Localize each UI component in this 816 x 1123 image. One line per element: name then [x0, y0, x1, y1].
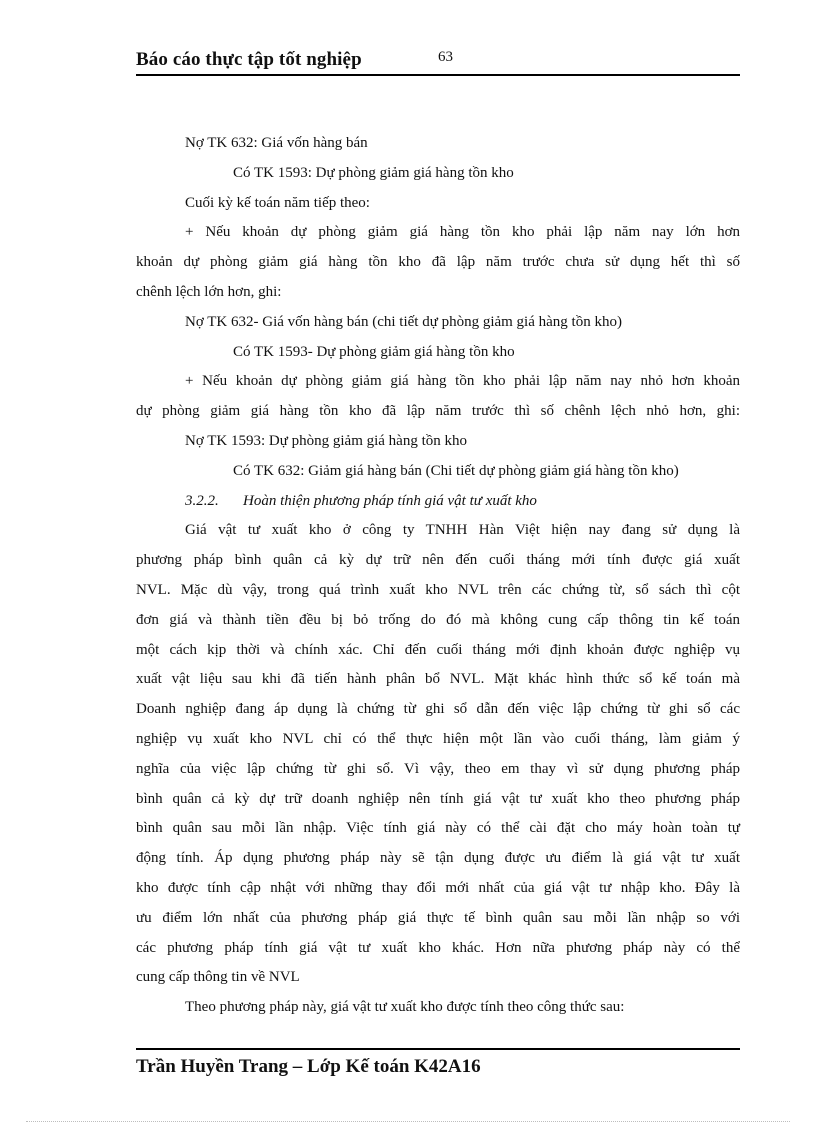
section-heading [136, 487, 740, 517]
header-title: Báo cáo thực tập tốt nghiệp [136, 49, 362, 70]
text-line: + Nếu khoản dự phòng giảm giá hàng tồn kho phải lập năm nay nhỏ hơn khoản [185, 373, 740, 390]
paragraph-line: Theo phương pháp này, giá vật tư xuất kho được tính theo công thức sau: [185, 999, 625, 1016]
page-footer [136, 1048, 740, 1078]
text-line: + Nếu khoản dự phòng giảm giá hàng tồn kho phải lập năm nay lớn hơn [185, 224, 740, 241]
paragraph-line: xuất vật liệu sau khi đã tiến hành phân bổ NVL. Mặt khác hình thức sổ kế toán mà [136, 671, 740, 688]
paragraph-line: Doanh nghiệp đang áp dụng là chứng từ ghi sổ dẫn đến việc lập chứng từ ghi sổ các [136, 701, 740, 718]
section-heading-number: 3.2.2. [185, 492, 219, 509]
paragraph-line: bình quân cả kỳ dự trữ doanh nghiệp nên tính giá vật tư xuất kho theo phương pháp [136, 790, 740, 807]
paragraph-line: nghĩa của việc lập chứng từ ghi sổ. Vì vậy, theo em thay vì sử dụng phương pháp [136, 760, 740, 777]
journal-entry-credit-line: Có TK 1593- Dự phòng giảm giá hàng tồn kho [233, 343, 515, 360]
paragraph-line: Giá vật tư xuất kho ở công ty TNHH Hàn Việt hiện nay đang sử dụng là [185, 522, 740, 539]
paragraph-line: bình quân sau mỗi lần nhập. Việc tính giá này có thể cài đặt cho máy hoàn toàn tự [136, 820, 740, 837]
paragraph-line: các phương pháp tính giá vật tư xuất kho khác. Hơn nữa phương pháp này có thể [136, 939, 740, 956]
page-edge-divider [26, 1121, 790, 1122]
paragraph-line: ưu điểm lớn nhất của phương pháp giá thực tế bình quân sau mỗi lần nhập so với [136, 909, 740, 926]
paragraph-line: kho được tính cập nhật với những thay đổi mới nhất của giá vật tư nhập kho. Đây là [136, 879, 740, 896]
paragraph-line: cung cấp thông tin về NVL [136, 969, 300, 986]
text-line: khoản dự phòng giảm giá hàng tồn kho đã lập năm trước chưa sử dụng hết thì số [136, 254, 740, 271]
page-header [136, 46, 740, 76]
journal-entry-debit-line: Nợ TK 632: Giá vốn hàng bán [185, 135, 368, 151]
text-line: Cuối kỳ kế toán năm tiếp theo: [185, 194, 370, 211]
paragraph-line: nghiệp vụ xuất kho NVL chỉ có thể thực hiện một lần vào cuối tháng, làm giảm ý [136, 730, 740, 747]
page-number: 63 [438, 49, 453, 65]
text-line: chênh lệch lớn hơn, ghi: [136, 283, 282, 300]
paragraph-line: đơn giá và thành tiền đều bị bỏ trống do đó mà không cung cấp thông tin kế toán [136, 611, 740, 628]
section-heading-text: Hoàn thiện phương pháp tính giá vật tư xuất kho [243, 492, 537, 509]
footer-author: Trần Huyền Trang – Lớp Kế toán K42A16 [136, 1056, 481, 1077]
paragraph-line: động tính. Áp dụng phương pháp này sẽ tận dụng được ưu điểm là giá vật tư xuất [136, 850, 740, 867]
text-line: dự phòng giảm giá hàng tồn kho đã lập năm trước thì số chênh lệch nhỏ hơn, ghi: [136, 403, 740, 420]
paragraph-line: một cách kịp thời và chính xác. Chỉ đến cuối tháng mới định khoản được nghiệp vụ [136, 641, 740, 658]
paragraph-line: phương pháp bình quân cả kỳ dự trữ nên đến cuối tháng mới tính được giá xuất [136, 552, 740, 569]
journal-entry-debit-line: Nợ TK 632- Giá vốn hàng bán (chi tiết dự phòng giảm giá hàng tồn kho) [185, 313, 622, 330]
paragraph-line: NVL. Mặc dù vậy, trong quá trình xuất kho NVL trên các chứng từ, sổ sách thì cột [136, 581, 740, 598]
journal-entry-credit-line: Có TK 632: Giảm giá hàng bán (Chi tiết dự phòng giảm giá hàng tồn kho) [233, 462, 679, 479]
document-body [136, 129, 740, 1023]
journal-entry-debit-line: Nợ TK 1593: Dự phòng giảm giá hàng tồn kho [185, 432, 468, 449]
journal-entry-credit-line: Có TK 1593: Dự phòng giảm giá hàng tồn kho [233, 164, 514, 181]
